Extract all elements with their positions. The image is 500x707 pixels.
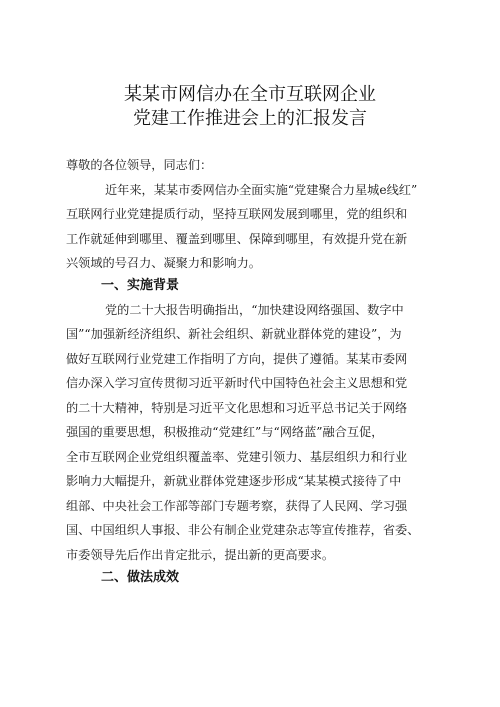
section1-line: 国”“加强新经济组织、新社会组织、新就业群体党的建设”，为: [66, 327, 402, 341]
section1-line: 影响力大幅提升，新就业群体党建逐步形成“某某模式接待了中: [66, 474, 402, 488]
intro-line: 兴领域的号召力、凝聚力和影响力。: [66, 256, 261, 270]
intro-line: 近年来，某某市委网信办全面实施“党建聚合力星城e线红”: [105, 183, 418, 197]
section1-line: 党的二十大报告明确指出，“加快建设网络强国、数字中: [105, 303, 404, 317]
section1-line: 信办深入学习宣传贯彻习近平新时代中国特色社会主义思想和党: [66, 376, 408, 390]
section1-line: 强国的重要思想，积极推动“党建红”与“网络蓝”融合互促，: [66, 425, 384, 439]
intro-line: 互联网行业党建提质行动，坚持互联网发展到哪里，党的组织和: [66, 207, 408, 221]
salutation: 尊敬的各位领导，同志们：: [66, 158, 213, 172]
intro-line: 工作就延伸到哪里、覆盖到哪里、保障到哪里，有效提升党在新: [66, 232, 408, 246]
section1-line: 做好互联网行业党建工作指明了方向，提供了遵循。某某市委网: [66, 352, 408, 366]
document-title-line-2: 党建工作推进会上的汇报发言: [133, 108, 367, 129]
section1-line: 的二十大精神，特别是习近平文化思想和习近平总书记关于网络: [66, 401, 408, 415]
document-title-line-1: 某某市网信办在全市互联网企业: [124, 84, 376, 105]
section1-line: 全市互联网企业党组织覆盖率、党建引领力、基层组织力和行业: [66, 450, 408, 464]
section1-line: 市委领导先后作出肯定批示，提出新的更高要求。: [66, 548, 335, 562]
section1-line: 组部、中央社会工作部等部门专题考察，获得了人民网、学习强: [66, 499, 408, 513]
section1-line: 国、中国组织人事报、非公有制企业党建杂志等宣传推荐，省委、: [66, 523, 420, 537]
section-heading-background: 一、实施背景: [101, 278, 180, 293]
section-heading-practice: 二、做法成效: [101, 570, 180, 585]
